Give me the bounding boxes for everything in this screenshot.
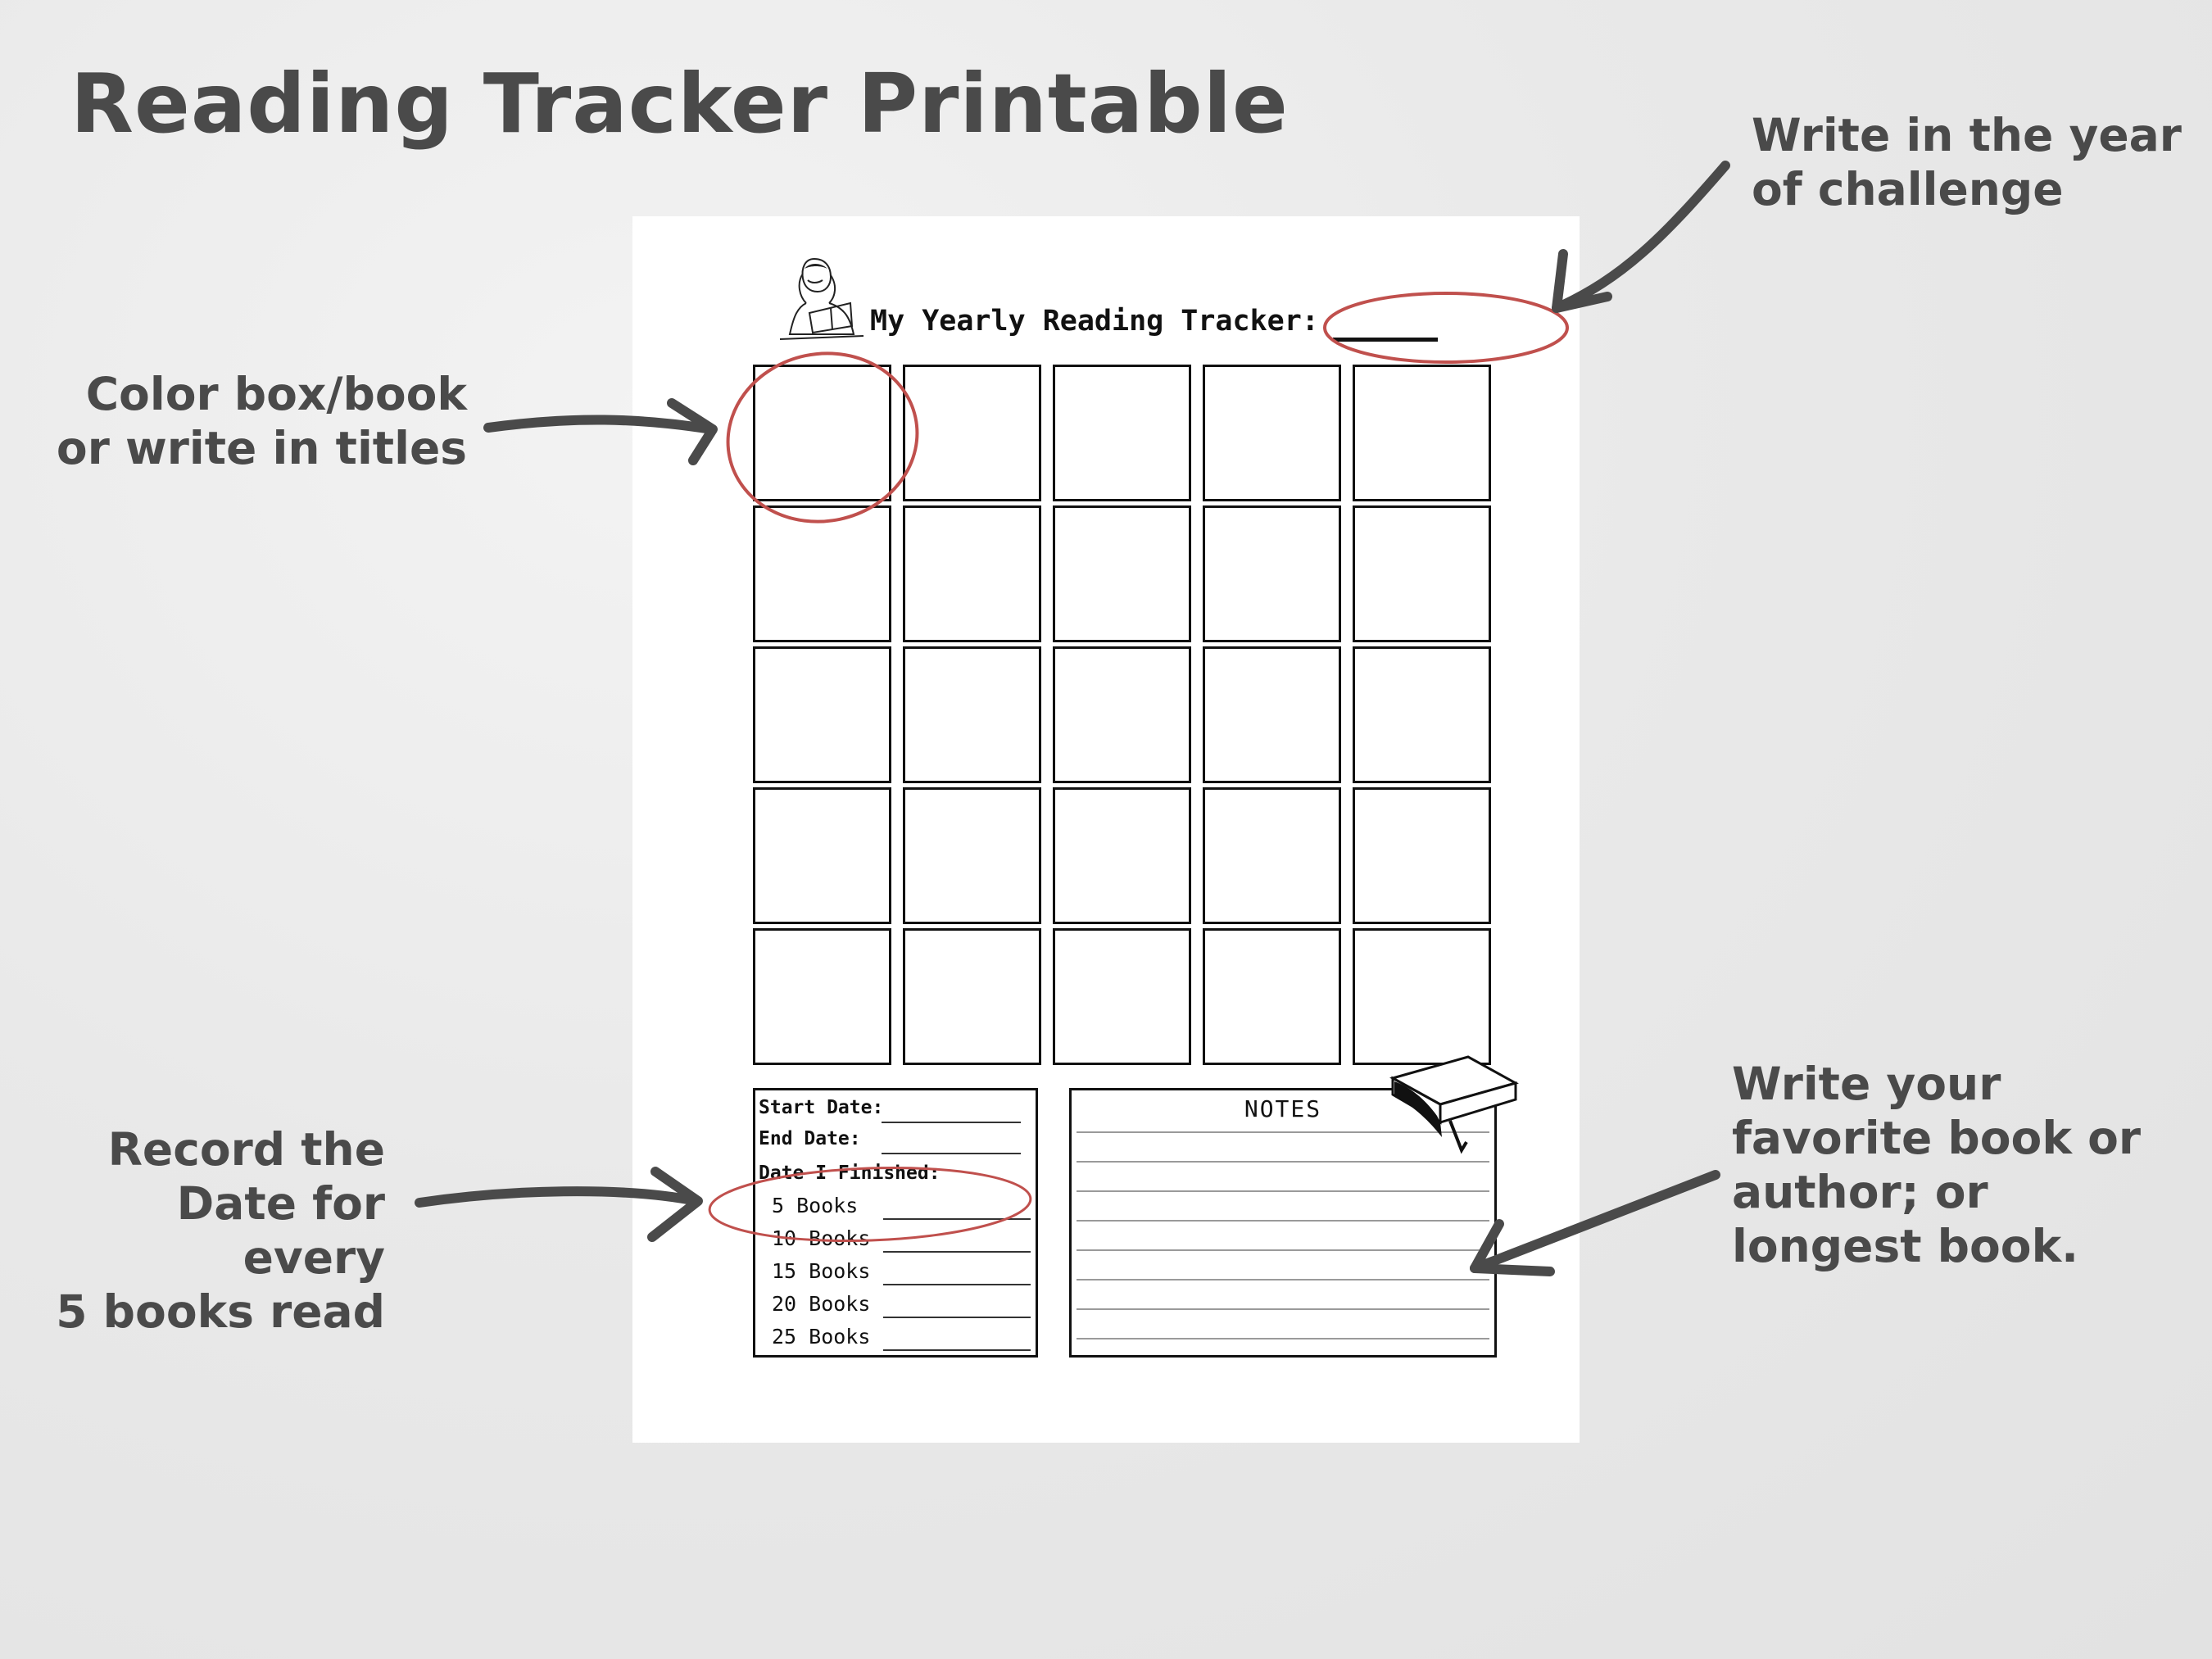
annotation-favorite-line: longest book.: [1732, 1220, 2079, 1272]
book-box[interactable]: [1353, 505, 1491, 642]
book-box[interactable]: [1353, 928, 1491, 1065]
book-box[interactable]: [1203, 505, 1341, 642]
milestone-date-line[interactable]: [883, 1349, 1031, 1351]
year-arrow: [1557, 165, 1725, 308]
milestone-label: 20 Books: [772, 1292, 871, 1316]
book-icon: [1376, 1045, 1524, 1168]
start-date-label: Start Date:: [759, 1097, 884, 1118]
book-box[interactable]: [1353, 365, 1491, 501]
milestone-label: 5 Books: [772, 1194, 859, 1217]
annotation-favorite-line: author; or: [1732, 1166, 1988, 1218]
annotation-favorite-line: favorite book or: [1732, 1112, 2141, 1164]
annotation-record-line: Record the: [107, 1123, 385, 1176]
page-heading: Reading Tracker Printable: [70, 56, 1289, 152]
book-box[interactable]: [903, 646, 1041, 783]
milestone-label: 25 Books: [772, 1325, 871, 1349]
book-box[interactable]: [753, 646, 891, 783]
book-box[interactable]: [753, 505, 891, 642]
printable-sheet: [632, 216, 1580, 1443]
book-box[interactable]: [903, 928, 1041, 1065]
notes-line[interactable]: [1077, 1338, 1489, 1339]
notes-line[interactable]: [1077, 1220, 1489, 1222]
annotation-year: [1752, 108, 2182, 216]
reading-girl-icon: [772, 244, 870, 351]
annotation-color-line: or write in titles: [56, 422, 467, 474]
milestone-date-line[interactable]: [883, 1218, 1031, 1220]
end-date-label: End Date:: [759, 1128, 861, 1149]
year-write-line[interactable]: [1333, 338, 1438, 342]
book-box[interactable]: [1053, 787, 1191, 924]
start-date-line[interactable]: [882, 1122, 1021, 1123]
annotation-year-line: Write in the year: [1752, 109, 2182, 161]
book-box[interactable]: [1053, 365, 1191, 501]
end-date-line[interactable]: [882, 1153, 1021, 1154]
milestone-label: 15 Books: [772, 1259, 871, 1283]
milestone-date-line[interactable]: [883, 1284, 1031, 1285]
notes-line[interactable]: [1077, 1279, 1489, 1281]
book-box[interactable]: [1203, 646, 1341, 783]
annotation-record-date: [33, 1122, 385, 1339]
milestone-date-line[interactable]: [883, 1251, 1031, 1253]
book-box[interactable]: [1203, 928, 1341, 1065]
annotation-color-line: Color box/book: [85, 368, 467, 420]
book-box[interactable]: [1203, 365, 1341, 501]
notes-line[interactable]: [1077, 1308, 1489, 1310]
date-finished-label: Date I Finished:: [759, 1163, 941, 1184]
book-box[interactable]: [753, 928, 891, 1065]
annotation-favorite-line: Write your: [1732, 1058, 2001, 1110]
book-box[interactable]: [1353, 646, 1491, 783]
tracker-title: My Yearly Reading Tracker:: [870, 305, 1319, 338]
notes-line[interactable]: [1077, 1249, 1489, 1251]
annotation-favorite: [1732, 1057, 2141, 1273]
book-box[interactable]: [753, 365, 891, 501]
notes-line[interactable]: [1077, 1190, 1489, 1192]
book-box[interactable]: [1353, 787, 1491, 924]
book-box[interactable]: [753, 787, 891, 924]
dates-box: [753, 1088, 1038, 1358]
book-box[interactable]: [903, 365, 1041, 501]
book-box[interactable]: [1203, 787, 1341, 924]
annotation-record-line: 5 books read: [56, 1285, 385, 1338]
book-box[interactable]: [1053, 505, 1191, 642]
annotation-color-box: [49, 367, 467, 475]
annotation-year-line: of challenge: [1752, 163, 2064, 215]
milestone-label: 10 Books: [772, 1226, 871, 1250]
milestone-date-line[interactable]: [883, 1317, 1031, 1318]
annotation-record-line: Date for every: [176, 1177, 385, 1284]
book-box[interactable]: [903, 505, 1041, 642]
book-box[interactable]: [903, 787, 1041, 924]
notes-title: NOTES: [1244, 1095, 1322, 1122]
book-grid: [753, 365, 1491, 1070]
book-box[interactable]: [1053, 646, 1191, 783]
book-box[interactable]: [1053, 928, 1191, 1065]
